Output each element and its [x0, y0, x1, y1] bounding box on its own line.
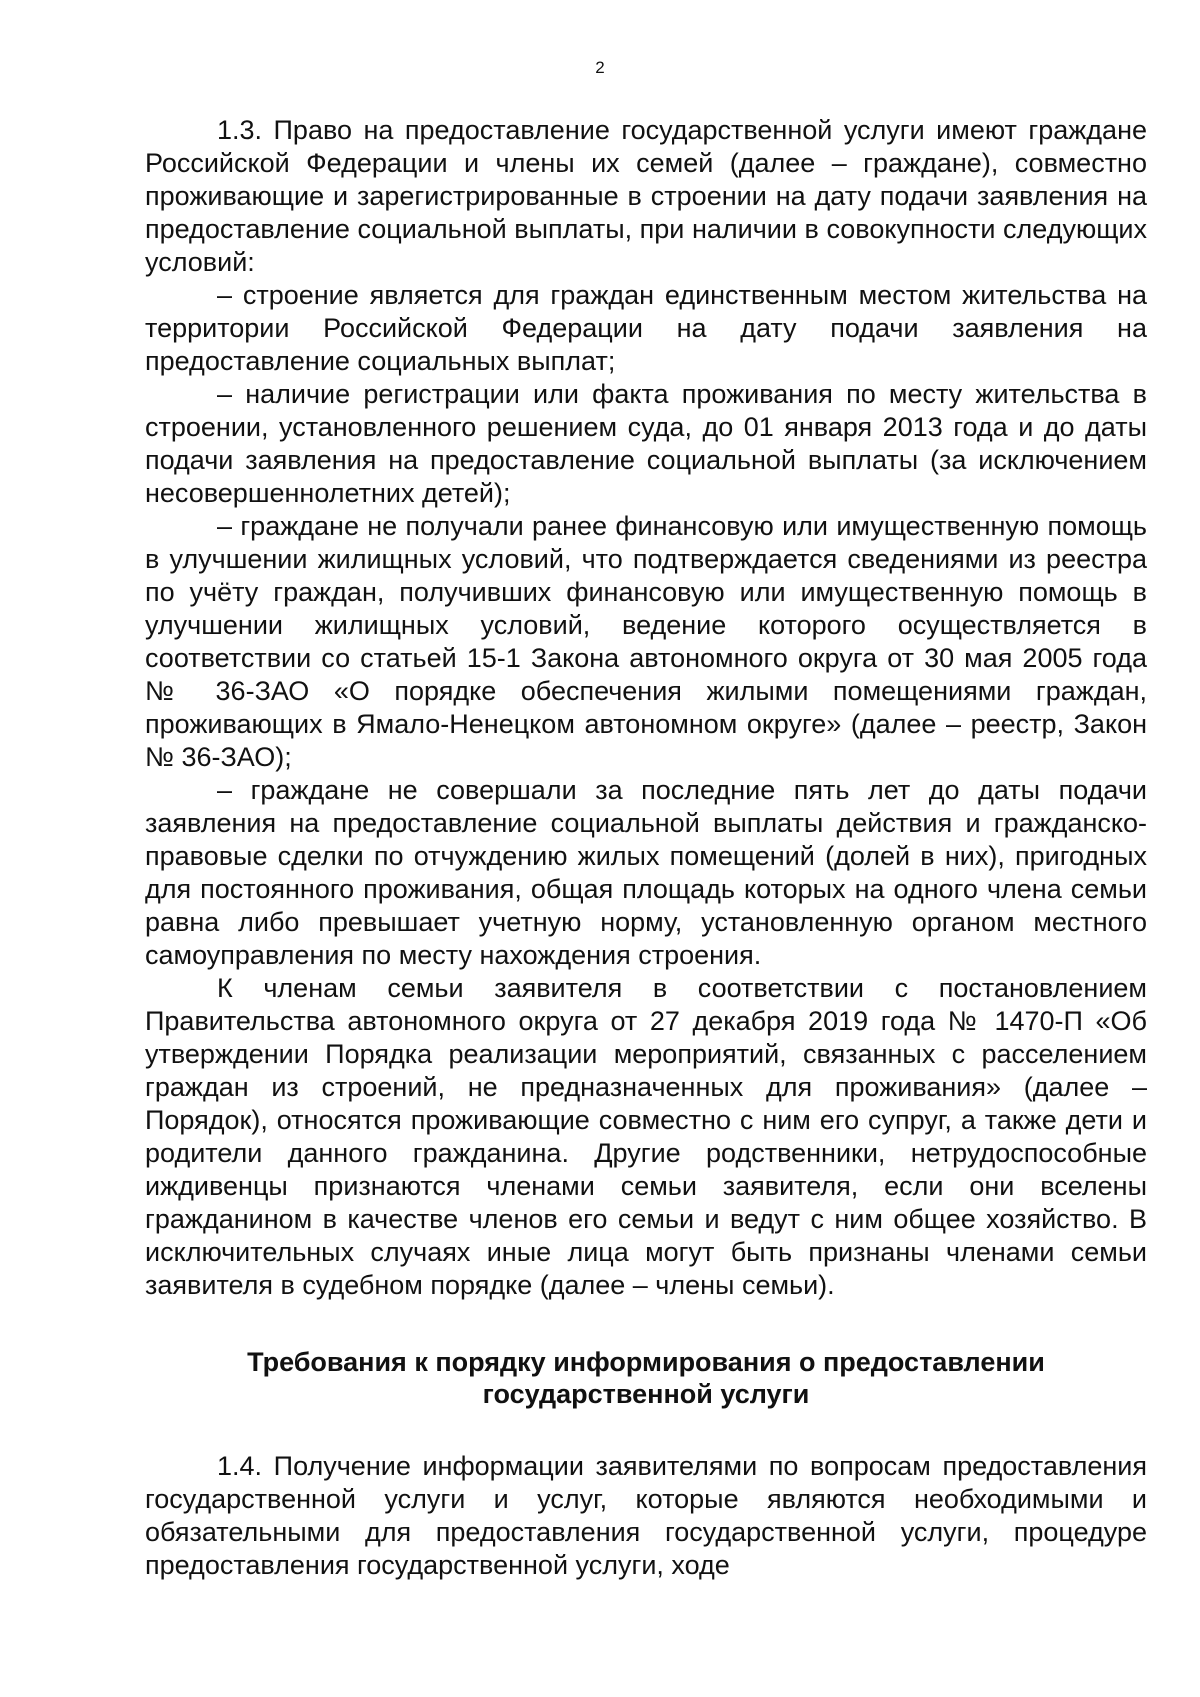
paragraph-family-members: К членам семьи заявителя в соответствии с постановлением Правительства автономного округа от 27 декабря 2019 года № 1470-П «Об утверждении Порядка реализации мероприятий, связанных с расселением граждан из строений, не предназначенных для проживания» (далее – Порядок), относятся проживающие совместно с ним его супруг, а также дети и родители данного гражданина. Другие родственники, нетрудоспособные иждивенцы признаются членами семьи заявителя, если они вселены гражданином в качестве членов его семьи и ведут с ним общее хозяйство. В исключительных случаях иные лица могут быть признаны членами семьи заявителя в судебном порядке (далее – члены семьи).	[145, 973, 1147, 1300]
condition-item-2: – наличие регистрации или факта проживания по месту жительства в строении, установленного решением суда, до 01 января 2013 года и до даты подачи заявления на предоставление социальной выплаты (за исключением несовершеннолетних детей);	[145, 379, 1147, 508]
condition-item-3: – граждане не получали ранее финансовую или имущественную помощь в улучшении жилищных условий, что подтверждается сведениями из реестра по учёту граждан, получивших финансовую или имущественную помощь в улучшении жилищных условий, ведение которого осуществляется в соответствии со статьей 15-1 Закона автономного округа от 30 мая 2005 года № 36-ЗАО «О порядке обеспечения жилыми помещениями граждан, проживающих в Ямало-Ненецком автономном округе» (далее – реестр, Закон № 36-ЗАО);	[145, 511, 1147, 772]
section-heading	[145, 1346, 1147, 1410]
document-body	[145, 114, 1147, 1582]
section-heading-line-1: Требования к порядку информирования о предоставлении	[247, 1347, 1045, 1377]
page-number: 2	[595, 58, 605, 77]
section-heading-line-2: государственной услуги	[482, 1379, 810, 1409]
paragraph-1-3: 1.3. Право на предоставление государственной услуги имеют граждане Российской Федерации и члены их семей (далее – граждане), совместно проживающие и зарегистрированные в строении на дату подачи заявления на предоставление социальной выплаты, при наличии в совокупности следующих условий:	[145, 115, 1147, 277]
paragraph-1-4: 1.4. Получение информации заявителями по вопросам предоставления государственной услуги и услуг, которые являются необходимыми и обязательными для предоставления государственной услуги, процедуре предоставления государственной услуги, ходе	[145, 1451, 1147, 1580]
condition-item-4: – граждане не совершали за последние пять лет до даты подачи заявления на предоставление социальной выплаты действия и гражданско-правовые сделки по отчуждению жилых помещений (долей в них), пригодных для постоянного проживания, общая площадь которых на одного члена семьи равна либо превышает учетную норму, установленную органом местного самоуправления по месту нахождения строения.	[145, 775, 1147, 970]
condition-item-1: – строение является для граждан единственным местом жительства на территории Российской Федерации на дату подачи заявления на предоставление социальных выплат;	[145, 280, 1147, 376]
